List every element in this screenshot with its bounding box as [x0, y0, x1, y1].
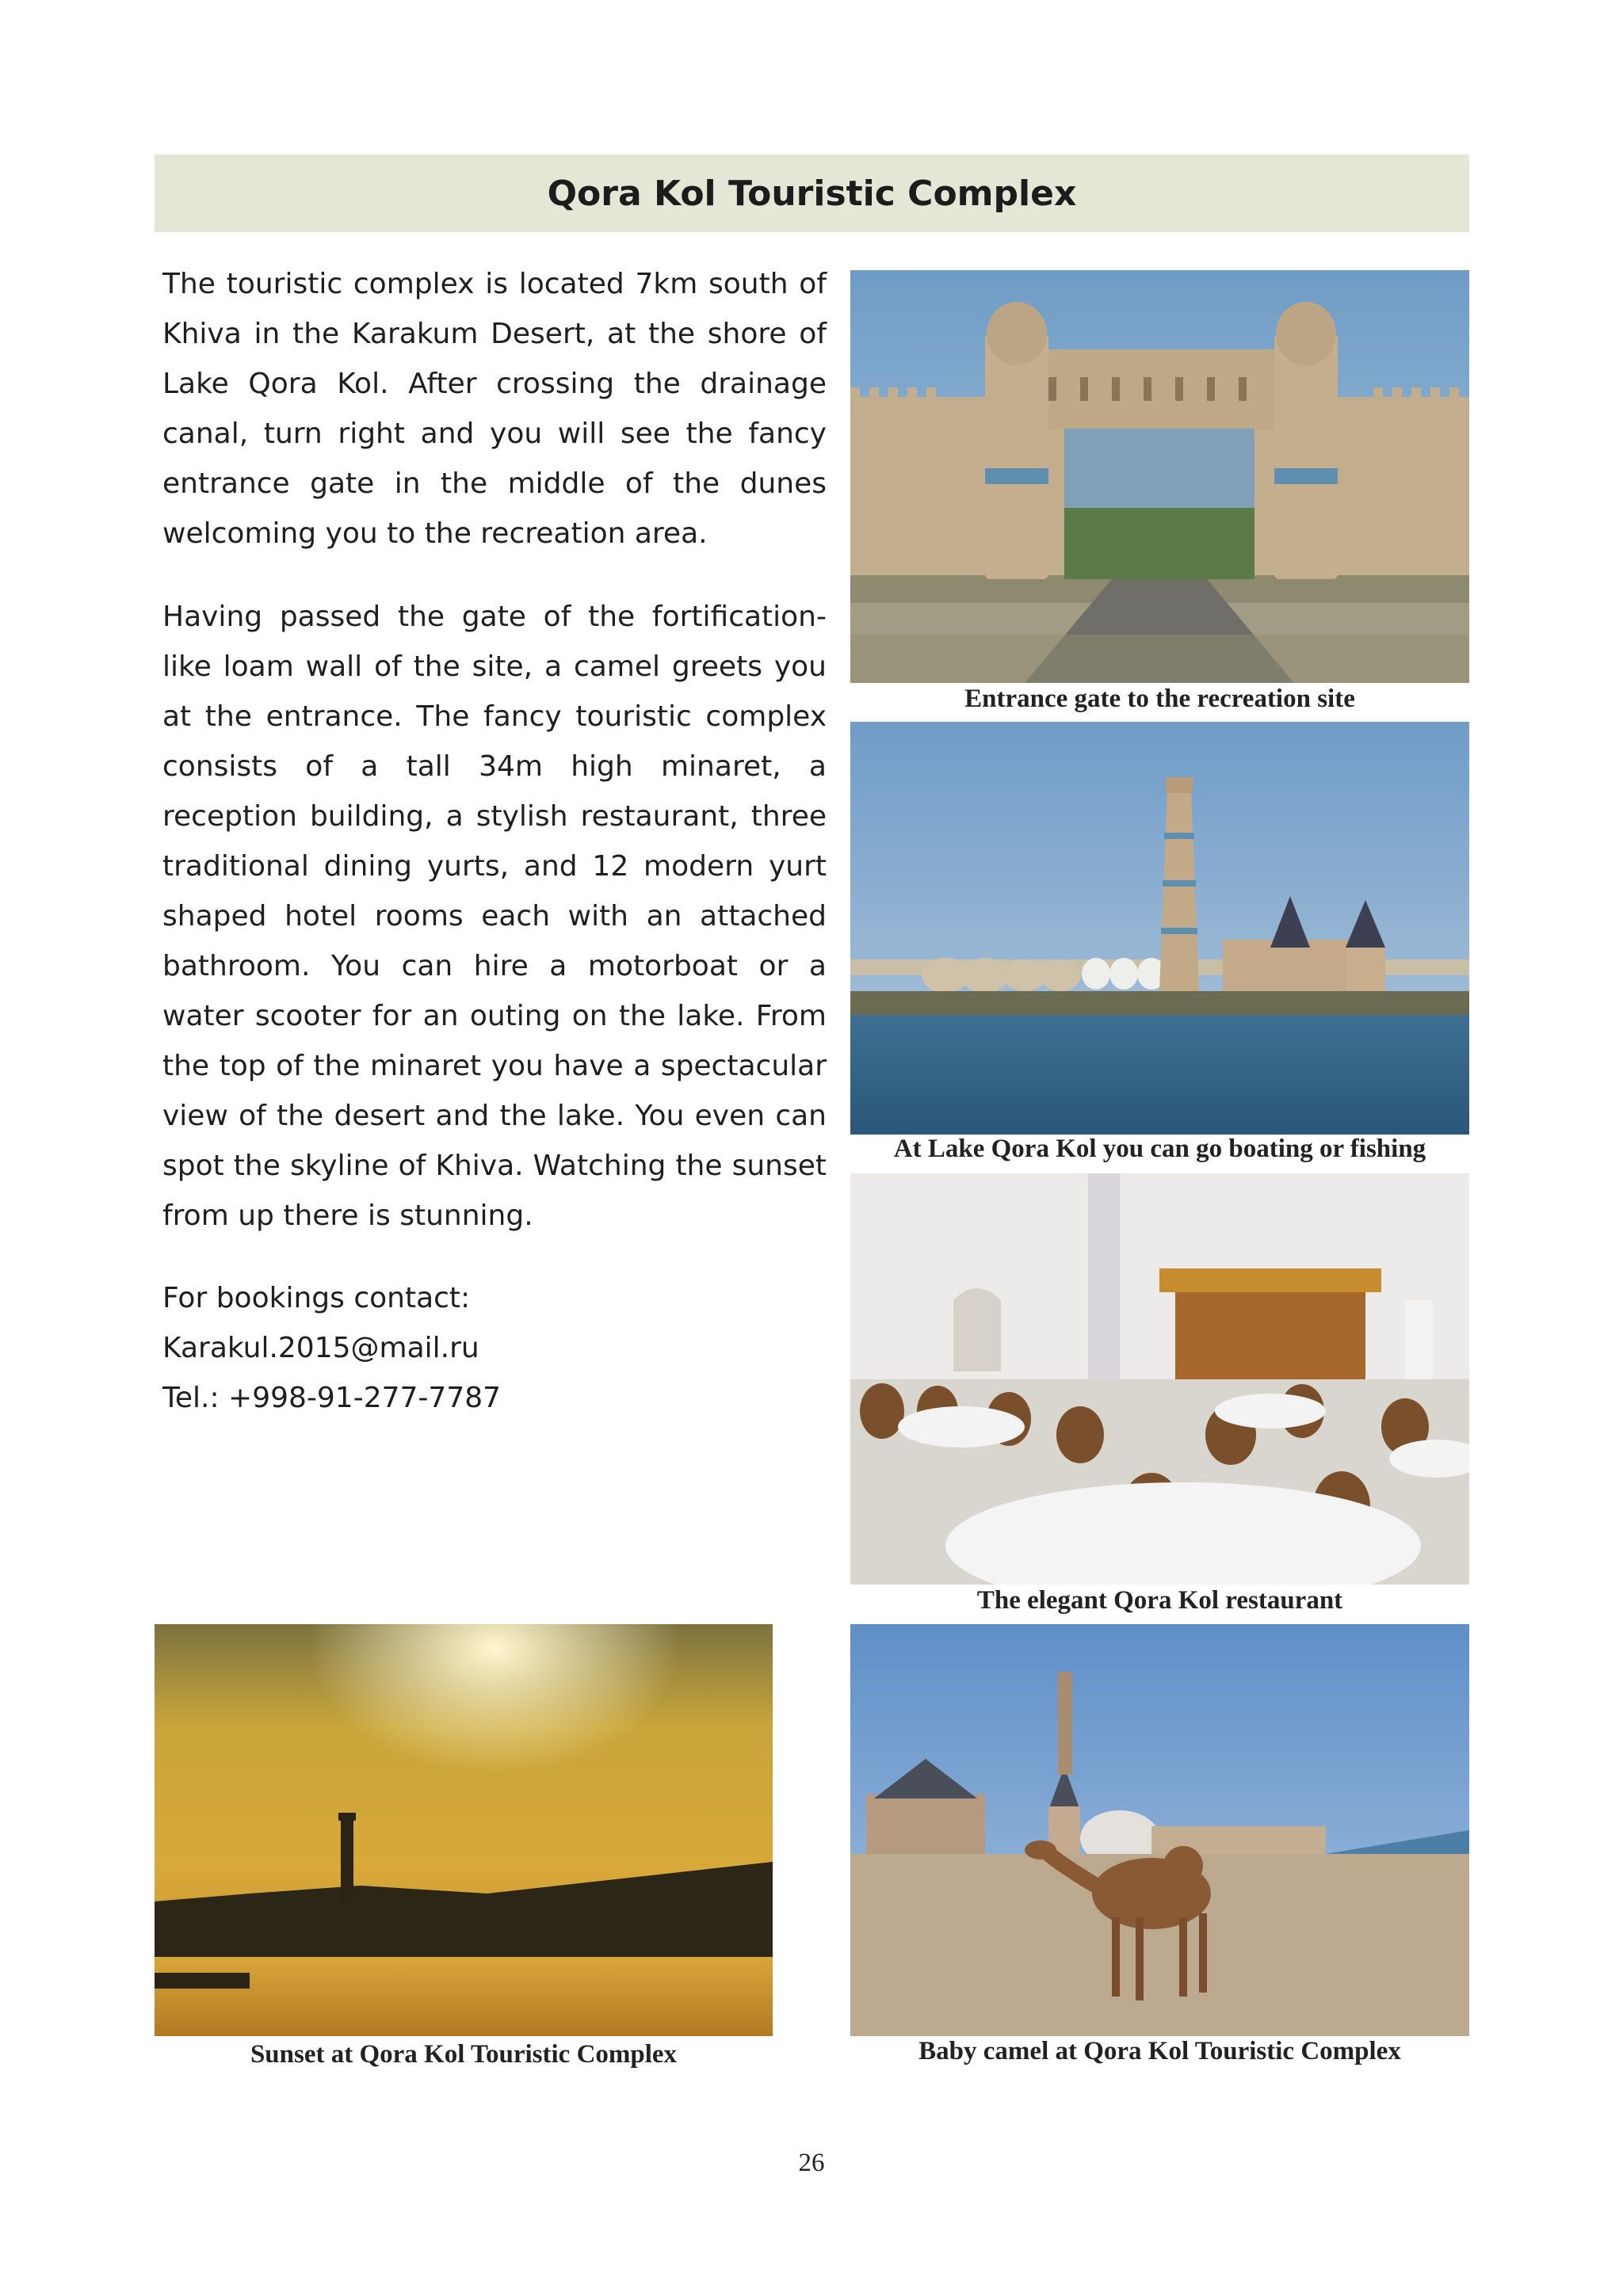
paragraph-text: The touristic complex is located 7km south of Khiva in the Karakum Desert, at the shore of Lake Qora Kol. After crossing the drainage canal, turn right and you will see the fancy entrance gate in the middle of the dunes welcoming you to the recreation area.	[162, 268, 827, 550]
paragraph-intro	[162, 259, 827, 559]
booking-contact	[162, 1273, 501, 1423]
entrance-gate-caption: Entrance gate to the recreation site	[964, 685, 1355, 713]
restaurant-caption: The elegant Qora Kol restaurant	[976, 1586, 1343, 1615]
camel-photo	[850, 1624, 1469, 2036]
contact-phone: Tel.: +998-91-277-7787	[162, 1382, 502, 1414]
contact-heading: For bookings contact:	[162, 1282, 471, 1314]
paragraph-text: Having passed the gate of the fortification-like loam wall of the site, a camel greets you at the entrance. The fancy touristic complex consists of a tall 34m high minaret, a reception building, a stylish restaurant, three traditional dining yurts, and 12 modern yurt shaped hotel rooms each with an attached bathroom. You can hire a motorboat or a water scooter for an outing on the lake. From the top of the minaret you have a spectacular view of the desert and the lake. You even can spot the skyline of Khiva. Watching the sunset from up there is stunning.	[162, 601, 827, 1232]
page-number: 26	[798, 2149, 825, 2177]
title-band	[155, 154, 1469, 232]
page-title: Qora Kol Touristic Complex	[547, 173, 1077, 214]
camel-caption: Baby camel at Qora Kol Touristic Complex	[918, 2037, 1401, 2065]
sunset-photo	[155, 1624, 773, 2036]
sunset-caption: Sunset at Qora Kol Touristic Complex	[250, 2040, 678, 2069]
entrance-gate-photo	[850, 270, 1469, 683]
contact-email: Karakul.2015@mail.ru	[162, 1332, 479, 1364]
paragraph-description	[162, 592, 827, 1241]
lake-caption: At Lake Qora Kol you can go boating or fishing	[893, 1135, 1426, 1163]
lake-minaret-photo	[850, 722, 1469, 1135]
restaurant-photo	[850, 1173, 1469, 1585]
